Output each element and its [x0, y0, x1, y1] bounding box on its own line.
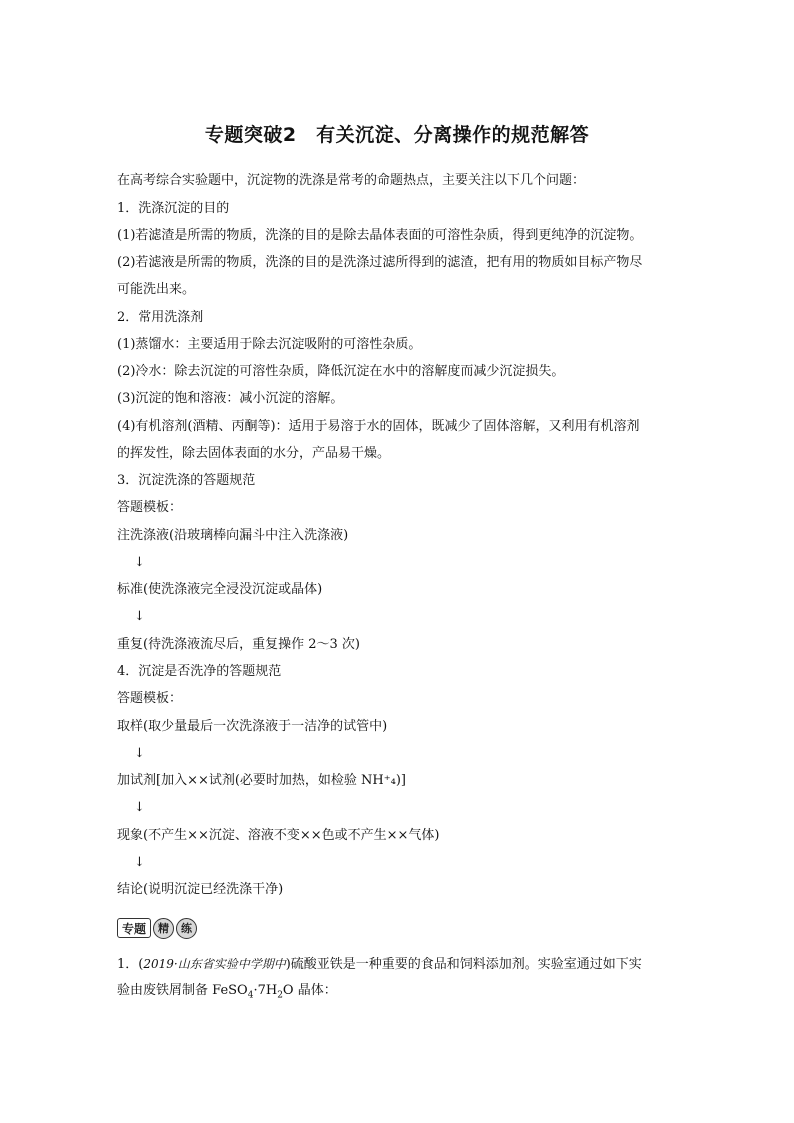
down-arrow-icon: ↓: [134, 555, 145, 570]
question-text-part: 验由废铁屑制备 FeSO: [117, 983, 248, 998]
section-3-heading: 3．沉淀洗涤的答题规范: [117, 473, 256, 488]
section-2-heading: 2．常用洗涤剂: [117, 310, 204, 325]
section-4-step-4: 结论(说明沉淀已经洗涤干净): [117, 882, 284, 897]
badge-char-2: 练: [176, 918, 197, 939]
section-4-step-3: 现象(不产生××沉淀、溶液不变××色或不产生××气体): [117, 828, 440, 843]
badge-label: 专题: [117, 918, 151, 938]
question-text-part: ·7H: [253, 983, 278, 998]
question-text: )硫酸亚铁是一种重要的食品和饲料添加剂。实验室通过如下实: [285, 957, 642, 972]
section-1-item-1: (1)若滤渣是所需的物质，洗涤的目的是除去晶体表面的可溶性杂质，得到更纯净的沉淀物。: [117, 228, 643, 243]
down-arrow-icon: ↓: [134, 800, 145, 815]
section-1-heading: 1．洗涤沉淀的目的: [117, 201, 230, 216]
question-source: 2019·山东省实验中学期中: [143, 957, 286, 971]
question-1-line-1: [117, 955, 642, 974]
down-arrow-icon: ↓: [134, 855, 145, 870]
section-4-heading: 4．沉淀是否洗净的答题规范: [117, 664, 282, 679]
down-arrow-icon: ↓: [134, 609, 145, 624]
question-number: 1．(: [117, 957, 144, 972]
section-2-item-3: (3)沉淀的饱和溶液：减小沉淀的溶解。: [117, 391, 344, 406]
question-1-line-2: [117, 982, 337, 1005]
intro-paragraph: 在高考综合实验题中，沉淀物的洗涤是常考的命题热点，主要关注以下几个问题：: [117, 173, 586, 188]
practice-section-badge: [117, 918, 197, 938]
section-2-item-2: (2)冷水：除去沉淀的可溶性杂质，降低沉淀在水中的溶解度而减少沉淀损失。: [117, 364, 565, 379]
section-1-item-2-line-1: (2)若滤液是所需的物质，洗涤的目的是洗涤过滤所得到的滤渣，把有用的物质如目标产物尽: [117, 255, 643, 270]
section-3-step-1: 注洗涤液(沿玻璃棒向漏斗中注入洗涤液): [117, 528, 349, 543]
section-4-step-1: 取样(取少量最后一次洗涤液于一洁净的试管中): [117, 719, 388, 734]
section-1-item-2-line-2: 可能洗出来。: [117, 282, 196, 297]
section-4-step-2: 加试剂[加入××试剂(必要时加热，如检验 NH⁺₄)]: [117, 773, 406, 788]
subscript: 2: [277, 990, 283, 1001]
section-2-item-1: (1)蒸馏水：主要适用于除去沉淀吸附的可溶性杂质。: [117, 337, 422, 352]
section-3-step-3: 重复(待洗涤液流尽后，重复操作 2～3 次): [117, 637, 360, 652]
page-title: 专题突破2 有关沉淀、分离操作的规范解答: [204, 124, 590, 146]
section-3-template-label: 答题模板：: [117, 500, 183, 515]
section-3-step-2: 标准(使洗涤液完全浸没沉淀或晶体): [117, 582, 323, 597]
section-2-item-4-line-2: 的挥发性，除去固体表面的水分，产品易干燥。: [117, 446, 391, 461]
subscript: 4: [247, 990, 254, 1001]
badge-char-1: 精: [153, 918, 174, 939]
section-4-template-label: 答题模板：: [117, 691, 183, 706]
section-2-item-4-line-1: (4)有机溶剂(酒精、丙酮等)：适用于易溶于水的固体，既减少了固体溶解，又利用有机溶剂: [117, 419, 640, 434]
down-arrow-icon: ↓: [134, 746, 145, 761]
question-text-part: O 晶体：: [282, 983, 337, 998]
